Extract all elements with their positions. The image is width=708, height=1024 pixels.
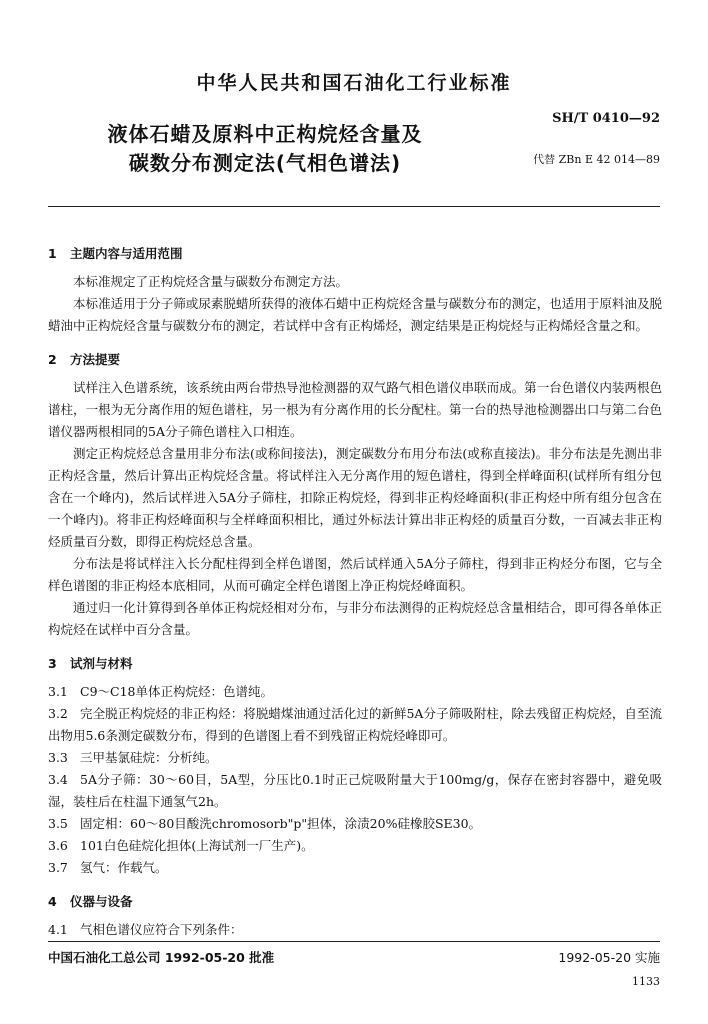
document-title <box>60 120 470 178</box>
document-body <box>48 243 662 953</box>
section-heading <box>48 349 662 371</box>
section-heading <box>48 891 662 913</box>
section-2 <box>48 349 662 641</box>
section-number: 1 <box>48 246 57 261</box>
paragraph: 本标准适用于分子筛或尿素脱蜡所获得的液体石蜡中正构烷烃含量与碳数分布的测定，也适用于原料油及脱蜡油中正构烷烃含量与碳数分布的测定，若试样中含有正构烯烃，测定结果是正构烷烃与正构烯烃含量之和。 <box>48 296 662 333</box>
paragraph: 试样注入色谱系统，该系统由两台带热导池检测器的双气路气相色谱仪串联而成。第一台色谱仪内装两根色谱柱，一根为无分离作用的短色谱柱，另一根为有分离作用的长分配柱。第一台的热导池检测器出口与第二台色谱仪器两根相同的5A分子筛色谱柱入口相连。 <box>48 380 662 439</box>
section-4 <box>48 891 662 941</box>
paragraph: 本标准规定了正构烷烃含量与碳数分布测定方法。 <box>73 274 349 289</box>
title-line-1: 液体石蜡及原料中正构烷烃含量及 <box>107 122 423 146</box>
section-3 <box>48 653 662 879</box>
section-heading <box>48 243 662 265</box>
section-title: 主题内容与适用范围 <box>70 246 183 261</box>
list-item: 3.7 氢气：作载气。 <box>48 860 168 875</box>
list-item: 3.1 C9～C18单体正构烷烃：色谱纯。 <box>48 684 273 699</box>
section-title: 仪器与设备 <box>70 894 133 909</box>
page-number: 1133 <box>632 975 660 988</box>
section-title: 试剂与材料 <box>70 656 133 671</box>
header-divider <box>48 206 660 207</box>
section-number: 3 <box>48 656 57 671</box>
footer-divider <box>48 941 660 942</box>
section-heading <box>48 653 662 675</box>
implementation-date: 1992-05-20 实施 <box>558 950 660 965</box>
replaces-standard: 代替 ZBn E 42 014—89 <box>533 153 660 166</box>
paragraph: 分布法是将试样注入长分配柱得到全样色谱图，然后试样通入5A分子筛柱，得到非正构烃分布图，它与全样色谱图的非正构烃本底相同，从而可确定全样色谱图上净正构烷烃峰面积。 <box>48 556 662 593</box>
list-item: 3.4 5A分子筛：30～60目，5A型，分压比0.1时正己烷吸附量大于100mg/g，保存在密封容器中，避免吸湿，装柱后在柱温下通氢气2h。 <box>48 772 662 809</box>
list-item: 4.1 气相色谱仪应符合下列条件： <box>48 922 243 937</box>
list-item: 3.2 完全脱正构烷烃的非正构烃：将脱蜡煤油通过活化过的新鲜5A分子筛吸附柱，除去残留正构烷烃，自至流出物用5.6条测定碳数分布，得到的色谱图上看不到残留正构烷烃峰即可。 <box>48 706 662 743</box>
section-number: 2 <box>48 352 57 367</box>
section-1 <box>48 243 662 337</box>
approval-line: 中国石油化工总公司 1992-05-20 批准 <box>48 950 275 965</box>
section-number: 4 <box>48 894 57 909</box>
standard-number: SH/T 0410—92 <box>552 111 660 126</box>
paragraph: 通过归一化计算得到各单体正构烷烃相对分布，与非分布法测得的正构烷烃总含量相结合，即可得各单体正构烷烃在试样中百分含量。 <box>48 600 662 637</box>
list-item: 3.5 固定相：60～80目酸洗chromosorb"p"担体，涂渍20%硅橡胶SE30。 <box>48 816 482 831</box>
issuer-heading: 中华人民共和国石油化工行业标准 <box>196 72 512 94</box>
list-item: 3.3 三甲基氯硅烷：分析纯。 <box>48 750 218 765</box>
list-item: 3.6 101白色硅烷化担体(上海试剂一厂生产)。 <box>48 838 314 853</box>
title-line-2: 碳数分布测定法(气相色谱法) <box>128 151 402 175</box>
paragraph: 测定正构烷烃总含量用非分布法(或称间接法)，测定碳数分布用分布法(或称直接法)。非分布法是先测出非正构烃含量，然后计算出正构烷烃含量。将试样注入无分离作用的短色谱柱，得到全样峰面积(试样所有组分包含在一个峰内)，然后试样进入5A分子筛柱，扣除正构烷烃，得到非正构烃峰面积(非正构烃中所有组分包含在一个峰内)。将非正构烃峰面积与全样峰面积相比，通过外标法计算出非正构烃的质量百分数，一百减去非正构烃质量百分数，即得正构烷烃总含量。 <box>48 446 662 549</box>
section-title: 方法提要 <box>70 352 121 367</box>
